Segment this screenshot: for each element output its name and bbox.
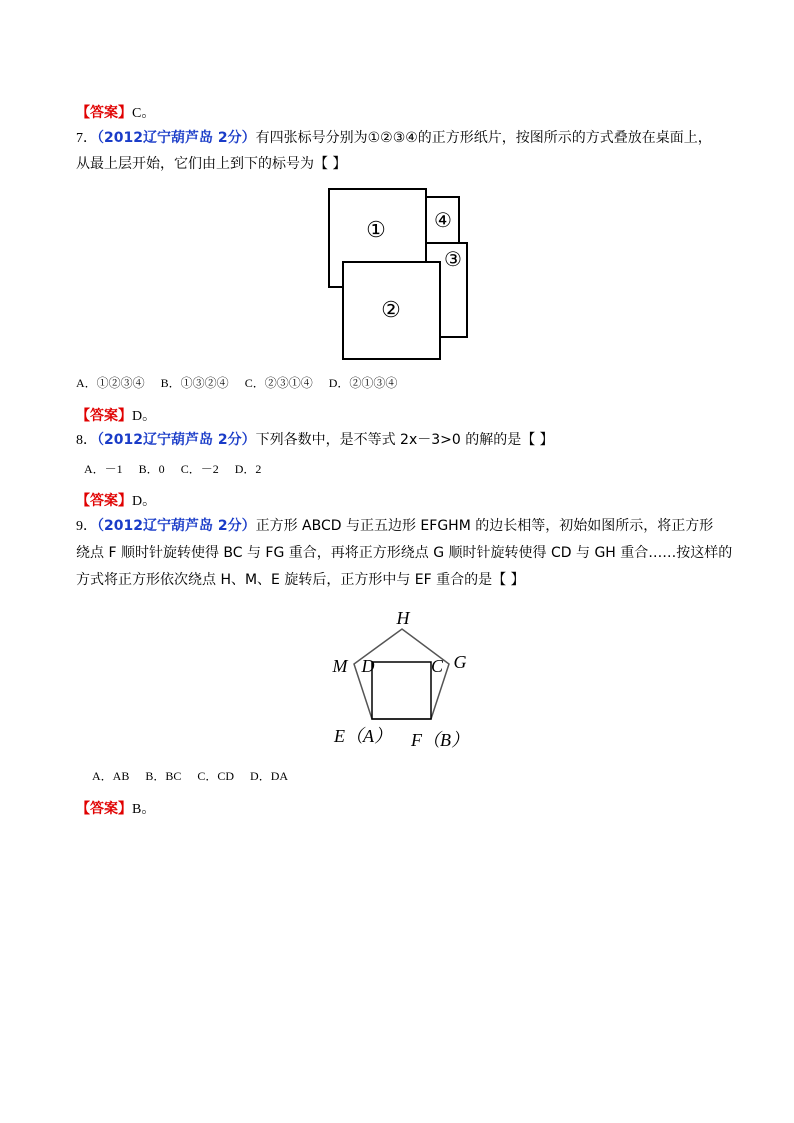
option-a: A．－1	[84, 462, 123, 476]
option-c: C．－2	[180, 462, 219, 476]
answer-tag: 【答案】	[76, 801, 132, 817]
question-number: 8．	[76, 433, 97, 448]
option-d: D．DA	[250, 769, 289, 783]
question-9-line-3	[76, 571, 525, 589]
question-text: 下列各数中，是不等式 2x－3>0 的解的是【 】	[255, 432, 554, 448]
pentagon-square-figure	[320, 600, 480, 760]
answer-line-q6	[76, 104, 155, 123]
question-7-options	[76, 374, 413, 392]
option-b: B．①③②④	[160, 376, 229, 390]
question-number: 7．	[76, 131, 97, 146]
question-9-options	[92, 767, 304, 785]
question-text: 方式将正方形依次绕点 H、M、E 旋转后，正方形中与 EF 重合的是【 】	[76, 572, 525, 588]
question-text: 有四张标号分别为①②③④的正方形纸片，按图所示的方式叠放在桌面上，	[255, 130, 712, 146]
question-8-line-1	[76, 431, 554, 450]
stacked-squares-figure	[320, 182, 480, 364]
answer-line-q7	[76, 407, 156, 426]
square-abcd	[372, 662, 431, 719]
option-b: B．BC	[145, 769, 182, 783]
question-8-options	[84, 460, 277, 478]
label-h: H	[396, 608, 410, 628]
label-e-a: E（A）	[334, 726, 392, 746]
option-a: A．①②③④	[76, 376, 145, 390]
question-text: 绕点 F 顺时针旋转使得 BC 与 FG 重合，再将正方形绕点 G 顺时针旋转使得 CD 与 GH 重合……按这样的	[76, 545, 733, 561]
question-source: （2012辽宁葫芦岛 2分）	[97, 432, 256, 448]
question-7-line-2	[76, 155, 346, 173]
question-9-line-1	[76, 517, 713, 536]
option-c: C．CD	[197, 769, 235, 783]
option-c: C．②③①④	[244, 376, 313, 390]
label-c: C	[430, 656, 444, 676]
answer-line-q8	[76, 492, 156, 511]
square-label-4: ④	[434, 210, 452, 232]
square-label-2: ②	[381, 297, 401, 322]
question-text: 从最上层开始，它们由上到下的标号为【 】	[76, 156, 347, 172]
answer-tag: 【答案】	[76, 493, 132, 509]
square-label-1: ①	[366, 217, 386, 242]
label-g: G	[453, 652, 467, 672]
option-d: D．②①③④	[328, 376, 398, 390]
option-a: A．AB	[92, 769, 130, 783]
answer-value: D。	[132, 494, 157, 509]
answer-value: C。	[132, 106, 156, 121]
question-text: 正方形 ABCD 与正五边形 EFGHM 的边长相等，初始如图所示，将正方形	[255, 518, 714, 534]
answer-tag: 【答案】	[76, 105, 132, 121]
question-number: 9．	[76, 519, 97, 534]
square-label-3: ③	[444, 249, 462, 271]
label-m: M	[332, 656, 348, 676]
answer-value: B。	[132, 802, 156, 817]
answer-value: D。	[132, 409, 157, 424]
label-f-b: F（B）	[411, 730, 469, 750]
answer-line-q9	[76, 800, 155, 819]
question-source: （2012辽宁葫芦岛 2分）	[97, 130, 256, 146]
option-d: D．2	[234, 462, 262, 476]
question-7-line-1	[76, 129, 712, 148]
label-d: D	[361, 656, 375, 676]
option-b: B．0	[138, 462, 165, 476]
answer-tag: 【答案】	[76, 408, 132, 424]
question-source: （2012辽宁葫芦岛 2分）	[97, 518, 256, 534]
question-9-line-2	[76, 544, 732, 562]
